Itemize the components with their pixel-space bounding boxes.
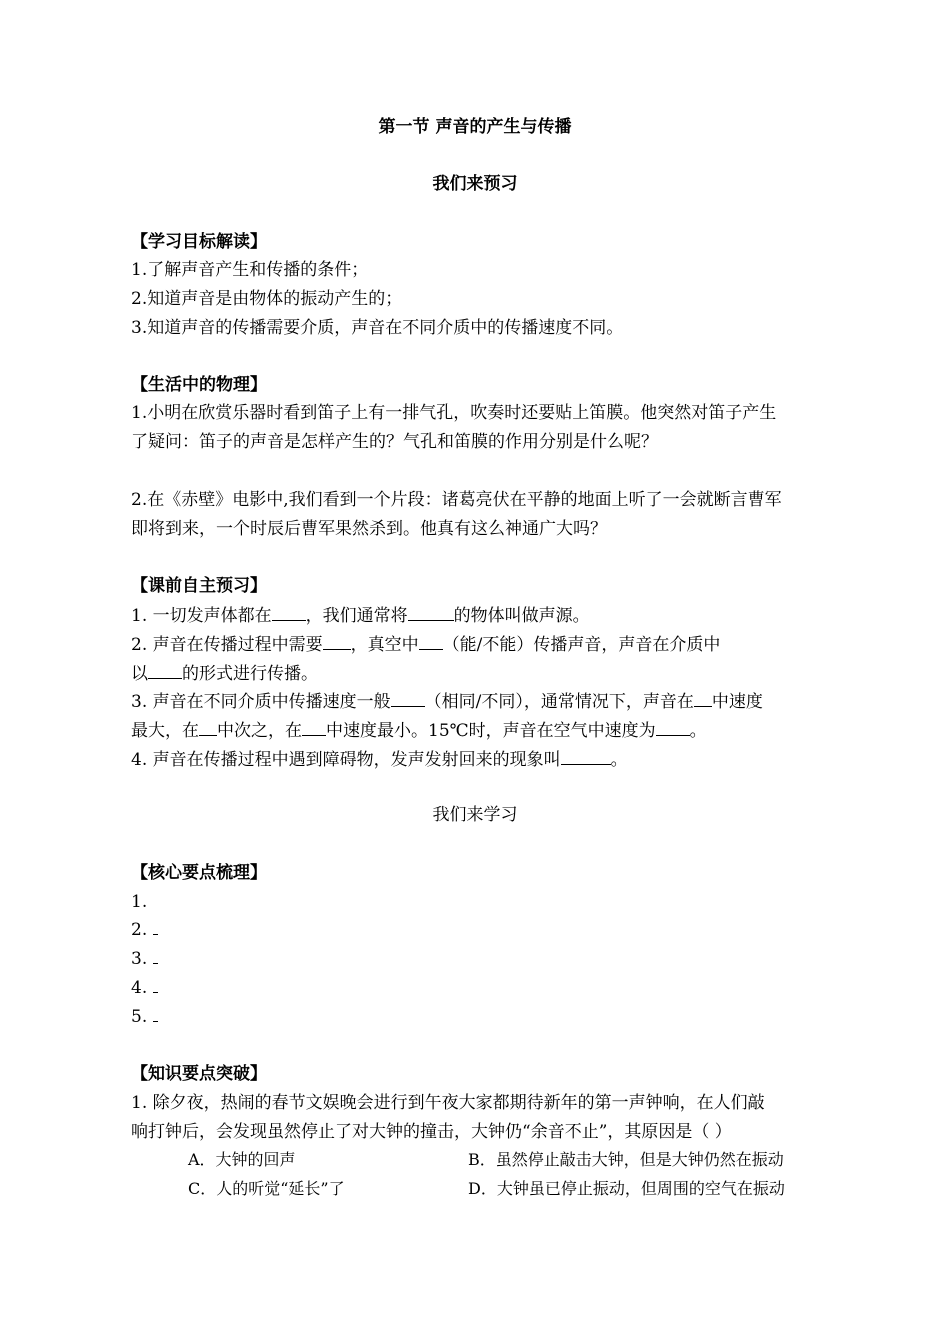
question-text: （能/不能）传播声音，声音在介质中 (442, 635, 721, 655)
answer-blank[interactable] (391, 688, 425, 707)
goal-item: 3.知道声音的传播需要介质，声音在不同介质中的传播速度不同。 (131, 318, 624, 338)
core-item (131, 947, 158, 971)
question-text: （相同/不同），通常情况下，声音在 (424, 692, 694, 712)
question-text: 中次之，在 (217, 721, 302, 741)
answer-blank[interactable] (153, 978, 158, 993)
core-item (131, 918, 158, 942)
question-text: 。 (610, 750, 628, 770)
answer-blank[interactable] (561, 746, 611, 765)
preview-question-3-continued (131, 717, 707, 743)
question-text: 2. 声音在传播过程中需要 (131, 635, 323, 655)
answer-blank[interactable] (153, 1007, 158, 1022)
preview-question-2-continued (131, 660, 318, 686)
goal-item: 2.知道声音是由物体的振动产生的； (131, 289, 403, 309)
life-paragraph-1-line-1: 1.小明在欣赏乐器时看到笛子上有一排气孔，吹奏时还要贴上笛膜。他突然对笛子产生 (131, 403, 777, 423)
core-item-number: 2. (131, 920, 148, 940)
question-text: 以 (131, 664, 148, 684)
option-a[interactable]: A．大钟的回声 (188, 1150, 296, 1169)
question-text: 中速度最小。15℃时，声音在空气中速度为 (326, 721, 656, 741)
question-text: ，真空中 (350, 635, 419, 655)
preview-question-1 (131, 602, 590, 628)
option-d[interactable]: D．大钟虽已停止振动，但周围的空气在振动 (468, 1179, 785, 1198)
answer-blank[interactable] (153, 920, 158, 935)
answer-blank[interactable] (272, 602, 306, 621)
life-paragraph-2-line-1: 2.在《赤壁》电影中,我们看到一个片段：诸葛亮伏在平静的地面上听了一会就断言曹军 (131, 490, 782, 510)
answer-blank[interactable] (656, 717, 690, 736)
answer-blank[interactable] (199, 717, 217, 736)
goals-heading: 【学习目标解读】 (131, 232, 267, 252)
core-item-number: 4. (131, 978, 148, 998)
core-item-number: 1. (131, 892, 148, 912)
preview-question-2 (131, 631, 720, 657)
life-paragraph-1-line-2: 了疑问：笛子的声音是怎样产生的？气孔和笛膜的作用分别是什么呢？ (131, 432, 658, 452)
goal-item: 1.了解声音产生和传播的条件； (131, 260, 369, 280)
question-text: 。 (689, 721, 707, 741)
answer-blank[interactable] (419, 631, 443, 650)
section-subtitle: 我们来预习 (432, 174, 518, 194)
question-text: 最大，在 (131, 721, 199, 741)
answer-blank[interactable] (408, 602, 454, 621)
option-b[interactable]: B．虽然停止敲击大钟，但是大钟仍然在振动 (468, 1150, 784, 1169)
question-text: ，我们通常将 (305, 606, 408, 626)
question-text: 的物体叫做声源。 (453, 606, 590, 626)
answer-blank[interactable] (302, 717, 326, 736)
question-text: 3. 声音在不同介质中传播速度一般 (131, 692, 391, 712)
preview-heading: 【课前自主预习】 (131, 576, 267, 596)
core-item (131, 1005, 158, 1029)
core-heading: 【核心要点梳理】 (131, 863, 267, 883)
question-text: 1. 一切发声体都在 (131, 606, 272, 626)
answer-blank[interactable] (153, 949, 158, 964)
life-heading: 【生活中的物理】 (131, 375, 267, 395)
page-title: 第一节 声音的产生与传播 (378, 117, 572, 137)
preview-question-3 (131, 688, 763, 714)
breakthrough-question-line-1: 1. 除夕夜，热闹的春节文娱晚会进行到午夜大家都期待新年的第一声钟响，在人们敲 (131, 1093, 765, 1113)
answer-blank[interactable] (694, 688, 712, 707)
life-paragraph-2-line-2: 即将到来，一个时辰后曹军果然杀到。他真有这么神通广大吗？ (131, 519, 607, 539)
core-item-number: 3. (131, 949, 148, 969)
core-item (131, 976, 158, 1000)
answer-blank[interactable] (148, 660, 182, 679)
breakthrough-heading: 【知识要点突破】 (131, 1064, 267, 1084)
study-subtitle: 我们来学习 (432, 805, 518, 825)
question-text: 4. 声音在传播过程中遇到障碍物，发声发射回来的现象叫 (131, 750, 561, 770)
preview-question-4 (131, 746, 628, 772)
question-text: 的形式进行传播。 (182, 664, 318, 684)
core-item-number: 5. (131, 1007, 148, 1027)
answer-blank[interactable] (323, 631, 351, 650)
breakthrough-question-line-2: 响打钟后，会发现虽然停止了对大钟的撞击，大钟仍“余音不止”，其原因是（ ） (131, 1122, 732, 1142)
option-c[interactable]: C．人的听觉“延长”了 (188, 1179, 345, 1198)
core-item (131, 890, 147, 914)
question-text: 中速度 (711, 692, 763, 712)
